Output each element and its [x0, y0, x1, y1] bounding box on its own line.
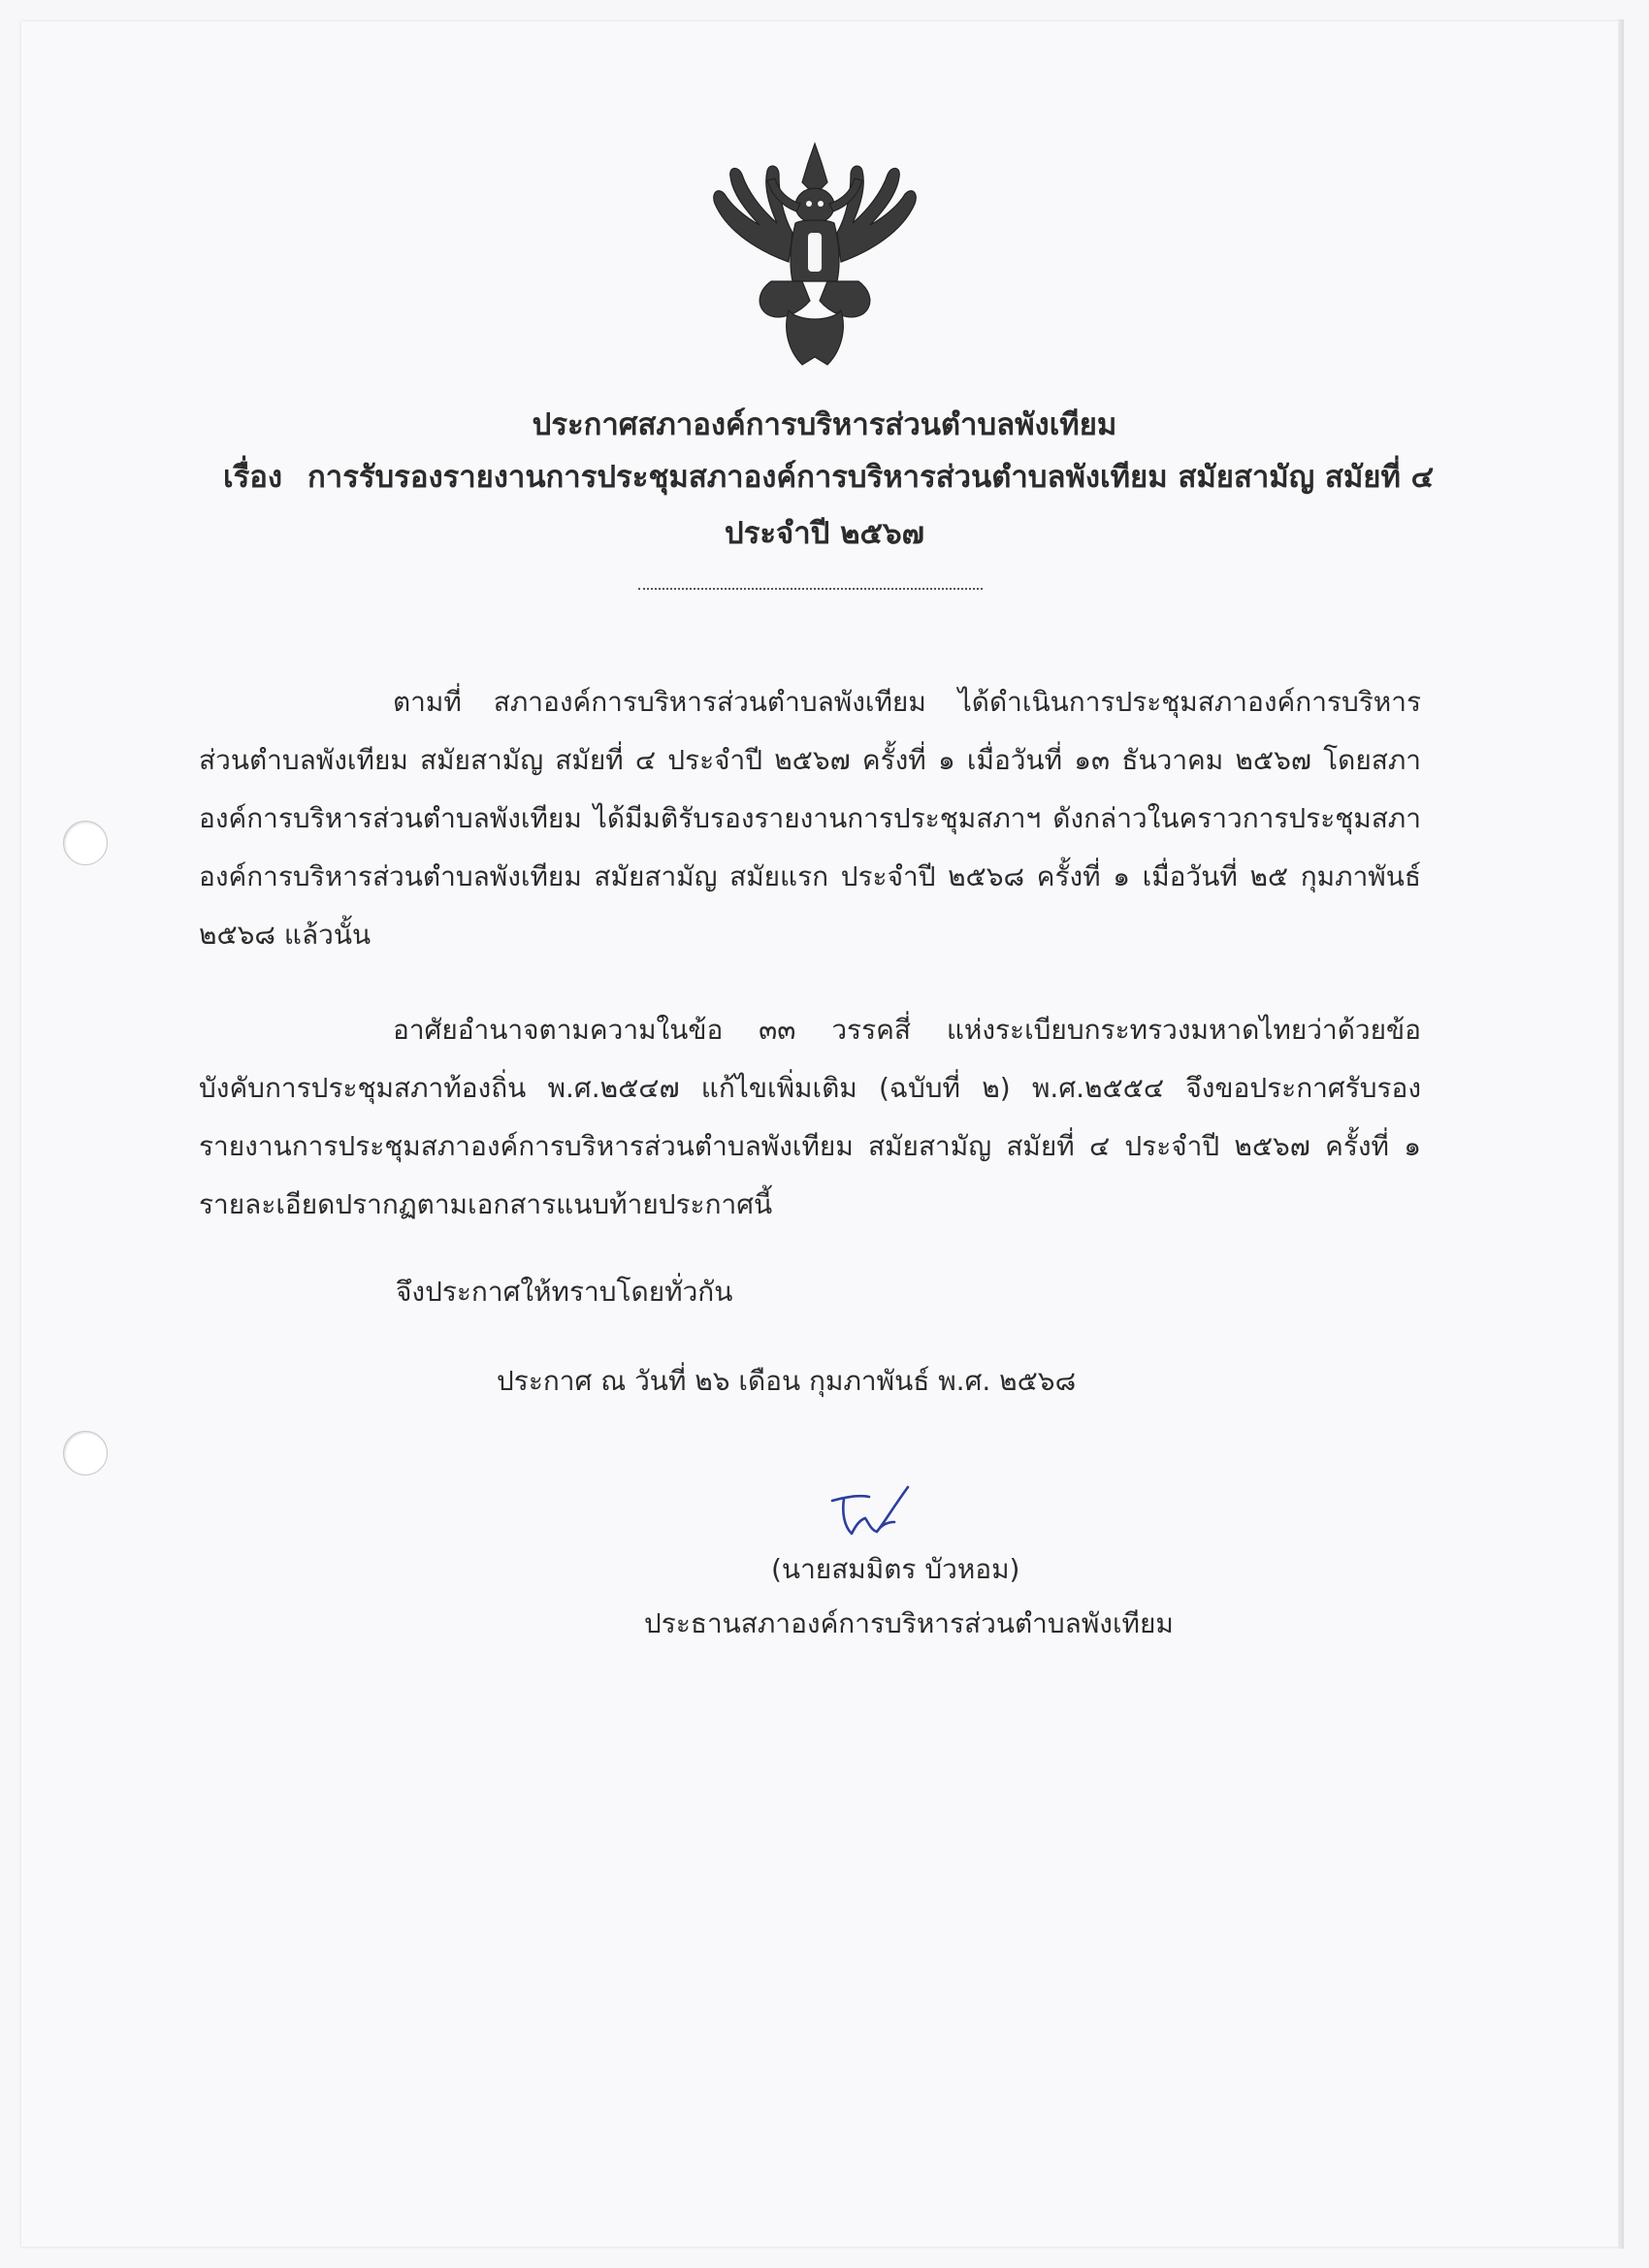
announcement-date: ประกาศ ณ วันที่ ๒๖ เดือน กุมภาพันธ์ พ.ศ. ๒๕๖๘ — [497, 1365, 1077, 1397]
body-paragraph-2: อาศัยอำนาจตามความในข้อ ๓๓ วรรคสี่ แห่งระเบียบกระทรวงมหาดไทยว่าด้วยข้อบังคับการประชุมสภาท้องถิ่น พ.ศ.๒๕๔๗ แก้ไขเพิ่มเติม (ฉบับที่ ๒) พ.ศ.๒๕๕๔ จึงขอประกาศรับรองรายงานการประชุมสภาองค์การบริหารส่วนตำบลพังเทียม สมัยสามัญ สมัยที่ ๔ ประจำปี ๒๕๖๗ ครั้งที่ ๑ รายละเอียดปรากฏตามเอกสารแนบท้ายประกาศนี้ — [199, 1014, 1421, 1220]
body-paragraph-1: ตามที่ สภาองค์การบริหารส่วนตำบลพังเทียม ได้ดำเนินการประชุมสภาองค์การบริหารส่วนตำบลพังเทียม สมัยสามัญ สมัยที่ ๔ ประจำปี ๒๕๖๗ ครั้งที่ ๑ เมื่อวันที่ ๑๓ ธันวาคม ๒๕๖๗ โดยสภาองค์การบริหารส่วนตำบลพังเทียม ได้มีมติรับรองรายงานการประชุมสภาฯ ดังกล่าวในคราวการประชุมสภาองค์การบริหารส่วนตำบลพังเทียม สมัยสามัญ สมัยแรก ประจำปี ๒๕๖๘ ครั้งที่ ๑ เมื่อวันที่ ๒๕ กุมภาพันธ์ ๒๕๖๘ แล้วนั้น — [199, 686, 1421, 951]
paper-edge — [1618, 19, 1624, 2249]
subject-line — [223, 456, 1434, 499]
signer-position: ประธานสภาองค์การบริหารส่วนตำบลพังเทียม — [644, 1607, 1174, 1639]
dotted-separator — [638, 588, 983, 590]
punch-hole-bottom — [63, 1431, 108, 1475]
subject-text: การรับรองรายงานการประชุมสภาองค์การบริหารส่วนตำบลพังเทียม สมัยสามัญ สมัยที่ ๔ — [307, 460, 1435, 495]
handwritten-signature — [826, 1479, 914, 1547]
garuda-emblem-icon — [674, 136, 955, 373]
announcement-title: ประกาศสภาองค์การบริหารส่วนตำบลพังเทียม — [532, 407, 1117, 442]
subject-year: ประจำปี ๒๕๖๗ — [725, 516, 924, 551]
subject-label: เรื่อง — [223, 460, 283, 495]
punch-hole-top — [63, 821, 108, 865]
signer-name: (นายสมมิตร บัวหอม) — [771, 1553, 1020, 1585]
closing-statement: จึงประกาศให้ทราบโดยทั่วกัน — [396, 1276, 733, 1308]
